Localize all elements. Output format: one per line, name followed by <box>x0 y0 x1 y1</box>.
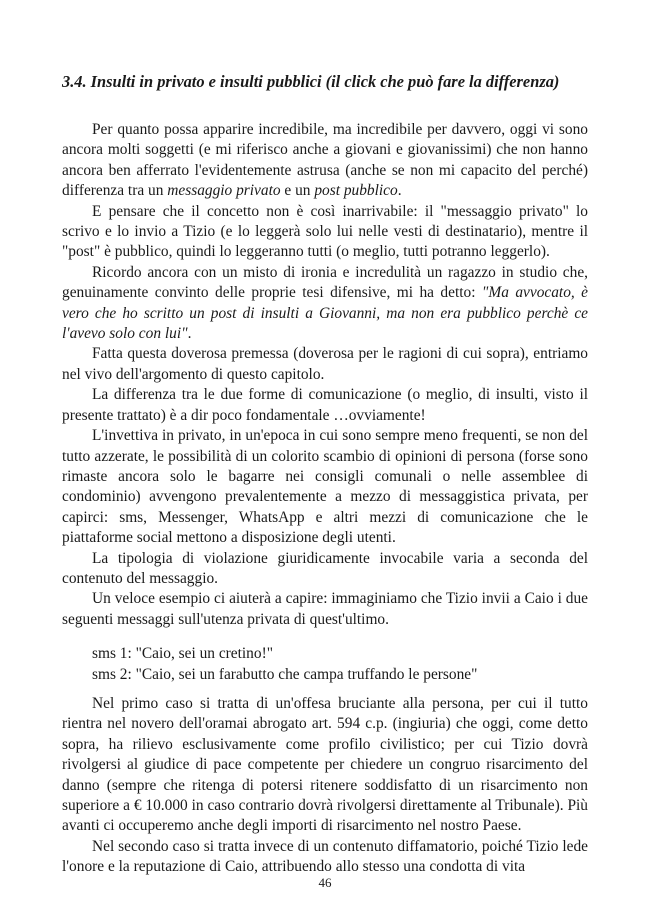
body-text <box>62 120 588 878</box>
paragraph-10: Nel secondo caso si tratta invece di un contenuto diffamatorio, poiché Tizio lede l'onore e la reputazione di Caio, attribuendo allo stesso una condotta di vita <box>62 837 588 876</box>
paragraph-4: Fatta questa doverosa premessa (doverosa per le ragioni di cui sopra), entriamo nel vivo dell'argomento di questo capitolo. <box>62 345 588 383</box>
sms-example-1: sms 1: "Caio, sei un cretino!" <box>92 645 273 663</box>
paragraph-2: E pensare che il concetto non è così inarrivabile: il "messaggio privato" lo scrivo e lo invio a Tizio (e lo leggerà solo lui nelle vesti di destinatario), mentre il "post" è pubblico, quindi lo leggeranno tutti (o meglio, tutti potranno leggerlo). <box>62 202 588 261</box>
paragraph-3 <box>62 263 588 345</box>
paragraph-6: L'invettiva in privato, in un'epoca in cui sono sempre meno frequenti, se non del tutto azzerate, le possibilità di un colorito scambio di opinioni di persona (forse sono rimaste ancora solo le bagarre nei consigli comunali o nelle assemblee di condominio) avvengono prevalentemente a mezzo di messaggistica privata, per capirci: sms, Messenger, WhatsApp e altri mezzi di comunicazione che le piattaforme social mettono a disposizione degli utenti. <box>62 427 588 547</box>
paragraph-3-text-b: . <box>187 325 192 343</box>
paragraph-1-text-b: e un <box>280 182 315 200</box>
paragraph-7: La tipologia di violazione giuridicamente invocabile varia a seconda del contenuto del messaggio. <box>62 549 588 587</box>
document-page <box>62 72 588 878</box>
paragraph-1-emphasis-2: post pubblico <box>314 182 398 200</box>
paragraph-3-text-a: Ricordo ancora con un misto di ironia e incredulità un ragazzo in studio che, genuinamente convinto delle proprie tesi difensive, mi ha detto: <box>62 263 588 302</box>
paragraph-9: Nel primo caso si tratta di un'offesa bruciante alla persona, per cui il tutto rientra nel novero dell'oramai abrogato art. 594 c.p. (ingiuria) che oggi, come detto sopra, ha rilievo esclusivamente come profilo civilistico; per cui Tizio dovrà rivolgersi al giudice di pace competente per chiedere un congruo risarcimento del danno (sempre che ritenga di potersi ritenere soddisfatto di un risarcimento non superiore a € 10.000 in caso contrario dovrà rivolgersi direttamente al Tribunale). Più avanti ci occuperemo anche degli importi di risarcimento nel nostro Paese. <box>62 694 588 835</box>
paragraph-5: La differenza tra le due forme di comunicazione (o meglio, di insulti, visto il presente trattato) è a dir poco fondamentale …ovviamente! <box>62 386 588 424</box>
paragraph-8: Un veloce esempio ci aiuterà a capire: immaginiamo che Tizio invii a Caio i due seguenti messaggi sull'utenza privata di quest'ultimo. <box>62 590 588 628</box>
section-heading: 3.4. Insulti in privato e insulti pubblici (il click che può fare la differenza) <box>62 72 560 91</box>
paragraph-1-text-a: Per quanto possa apparire incredibile, ma incredibile per davvero, oggi vi sono ancora molti soggetti (e mi riferisco anche a giovani e giovanissimi) che non hanno ancora ben afferrato l'evidentemente astrusa (anche se non mi capacito del perché) differenza tra un <box>62 121 588 200</box>
paragraph-1-text-c: . <box>397 182 402 200</box>
paragraph-1-emphasis-1: messaggio privato <box>167 182 281 200</box>
sms-example-2: sms 2: "Caio, sei un farabutto che campa truffando le persone" <box>92 665 478 683</box>
sms-examples <box>62 644 588 685</box>
page-number: 46 <box>318 875 332 890</box>
paragraph-1 <box>62 120 588 202</box>
paragraph-3-quote: "Ma avvocato, è vero che ho scritto un post di insulti a Giovanni, ma non era pubblico perchè ce l'avevo solo con lui" <box>62 284 589 343</box>
